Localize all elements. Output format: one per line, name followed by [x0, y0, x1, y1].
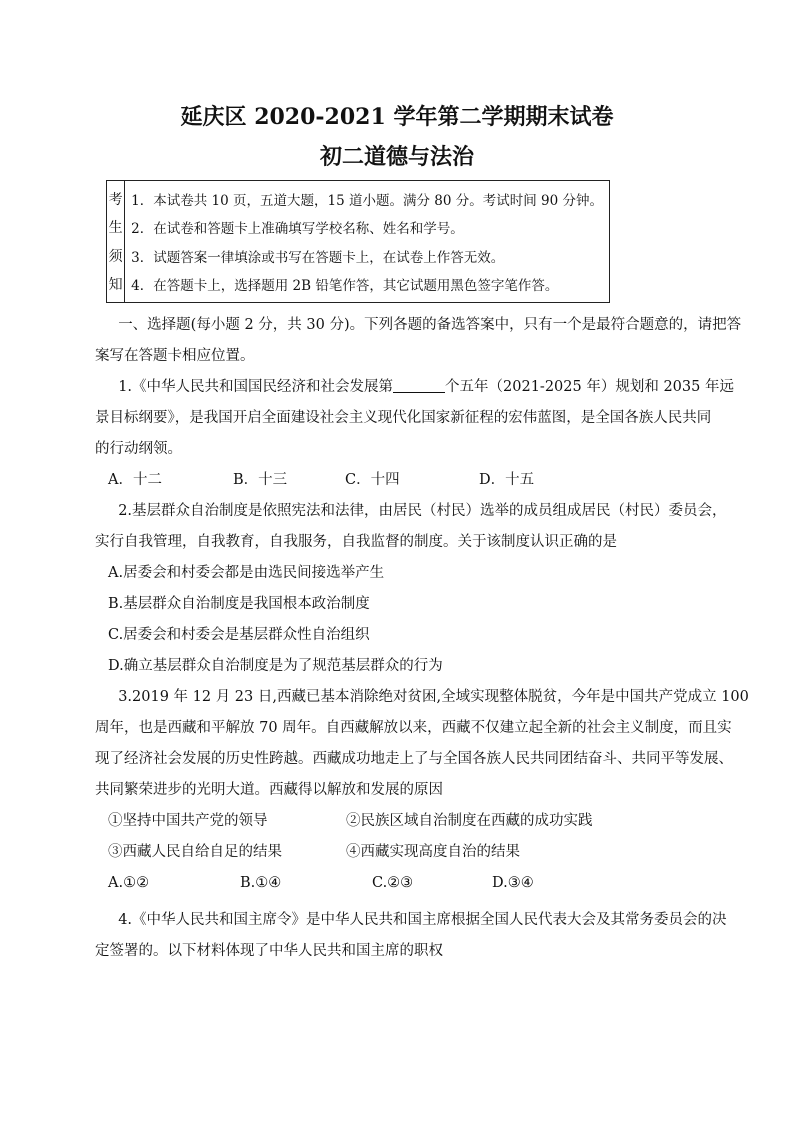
candidate-notice-box [106, 180, 610, 303]
question-1-text-b: 个五年（2021-2025 年）规划和 2035 年远 [445, 379, 734, 395]
option-c: C.②③ [372, 875, 414, 891]
option-d: D.确立基层群众自治制度是为了规范基层群众的行为 [108, 658, 443, 674]
option-d: D.③④ [492, 875, 534, 891]
statement-1: ①坚持中国共产党的领导 [108, 813, 268, 829]
question-1-line: 的行动纲领。 [95, 441, 182, 457]
statement-2: ②民族区域自治制度在西藏的成功实践 [346, 813, 593, 829]
notice-item: 3．试题答案一律填涂或书写在答题卡上，在试卷上作答无效。 [131, 249, 505, 266]
option-b: B.基层群众自治制度是我国根本政治制度 [108, 596, 370, 612]
section-intro-line: 一、选择题(每小题 2 分，共 30 分)。下列各题的备选答案中，只有一个是最符合题意的，请把答 [118, 317, 742, 333]
option-b: B.①④ [240, 875, 282, 891]
notice-item: 2．在试卷和答题卡上准确填写学校名称、姓名和学号。 [131, 221, 464, 238]
notice-label-char: 须 [108, 248, 123, 265]
notice-item: 1．本试卷共 10 页，五道大题，15 道小题。满分 80 分。考试时间 90 分钟。 [131, 193, 603, 210]
question-3-line: 现了经济社会发展的历史性跨越。西藏成功地走上了与全国各族人民共同团结奋斗、共同平等发展、 [95, 751, 733, 767]
notice-label-char: 生 [108, 220, 123, 237]
question-4-line: 定签署的。以下材料体现了中华人民共和国主席的职权 [95, 943, 443, 959]
option-d: D．十五 [479, 472, 535, 488]
option-a: A．十二 [108, 472, 162, 488]
question-2-line: 2.基层群众自治制度是依照宪法和法律，由居民（村民）选举的成员组成居民（村民）委员会， [118, 503, 727, 519]
question-1-text-a: 1.《中华人民共和国国民经济和社会发展第 [118, 379, 394, 395]
notice-label-char: 知 [108, 276, 123, 293]
option-a: A.居委会和村委会都是由选民间接选举产生 [108, 565, 385, 581]
notice-label [107, 181, 125, 302]
option-c: C.居委会和村委会是基层群众性自治组织 [108, 627, 370, 643]
answer-blank [393, 378, 445, 394]
question-1-line [95, 372, 734, 403]
statement-3: ③西藏人民自给自足的结果 [108, 844, 282, 860]
option-c: C．十四 [345, 472, 400, 488]
question-3-line: 周年，也是西藏和平解放 70 周年。自西藏解放以来，西藏不仅建立起全新的社会主义制度，而且实 [95, 720, 732, 736]
notice-items [125, 181, 609, 302]
option-b: B．十三 [233, 472, 288, 488]
question-2-line: 实行自我管理，自我教育，自我服务，自我监督的制度。关于该制度认识正确的是 [95, 534, 617, 550]
section-intro-line: 案写在答题卡相应位置。 [95, 348, 255, 364]
question-1-line: 景目标纲要》，是我国开启全面建设社会主义现代化国家新征程的宏伟蓝图，是全国各族人民共同 [95, 410, 712, 426]
statement-4: ④西藏实现高度自治的结果 [346, 844, 520, 860]
option-a: A.①② [108, 875, 150, 891]
notice-item: 4．在答题卡上，选择题用 2B 铅笔作答，其它试题用黑色签字笔作答。 [131, 277, 559, 294]
exam-subject: 初二道德与法治 [319, 144, 474, 170]
exam-title: 延庆区 2020-2021 学年第二学期期末试卷 [180, 104, 614, 130]
notice-label-char: 考 [108, 192, 123, 209]
question-4-line: 4.《中华人民共和国主席令》是中华人民共和国主席根据全国人民代表大会及其常务委员会的决 [118, 912, 727, 928]
question-3-line: 3.2019 年 12 月 23 日,西藏已基本消除绝对贫困,全域实现整体脱贫，今年是中国共产党成立 100 [118, 689, 749, 705]
question-3-line: 共同繁荣进步的光明大道。西藏得以解放和发展的原因 [95, 782, 443, 798]
